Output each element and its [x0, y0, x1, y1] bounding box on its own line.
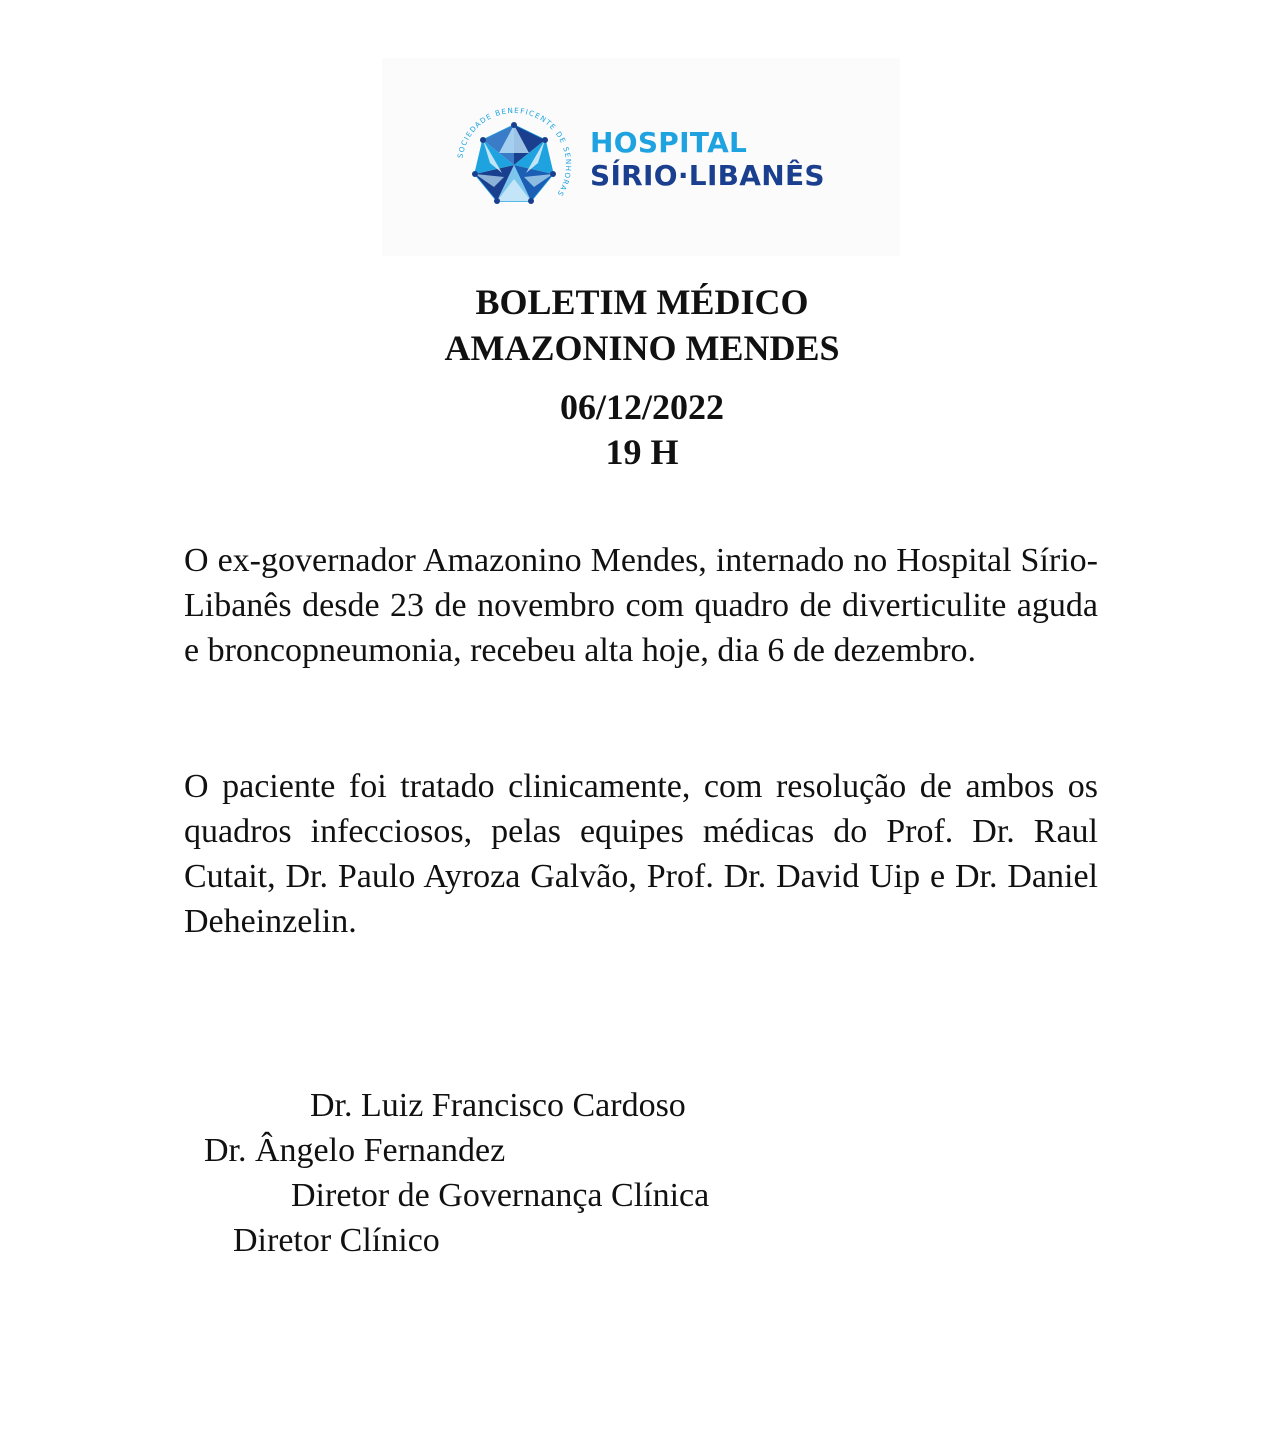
- bulletin-time: 19 H: [605, 432, 679, 472]
- bulletin-title-line1: BOLETIM MÉDICO: [475, 282, 809, 322]
- signature-role-clinical: Diretor Clínico: [233, 1222, 440, 1259]
- signature-name-cardoso: Dr. Luiz Francisco Cardoso: [310, 1087, 686, 1124]
- logo-line-name: SÍRIO·LIBANÊS: [590, 159, 825, 192]
- hospital-logo-wordmark: [590, 126, 825, 192]
- signature-role-governance: Diretor de Governança Clínica: [291, 1177, 710, 1214]
- bulletin-title: [0, 279, 1284, 371]
- hospital-emblem-icon: [454, 105, 574, 225]
- bulletin-date: 06/12/2022: [559, 387, 724, 427]
- logo-ring-text: SOCIEDADE BENEFICENTE DE SENHORAS: [455, 105, 574, 199]
- paragraph-discharge: O ex-governador Amazonino Mendes, internado no Hospital Sírio-Libanês desde 23 de novembro com quadro de diverticulite aguda e broncopneumonia, recebeu alta hoje, dia 6 de dezembro.: [184, 542, 1098, 669]
- paragraph-treatment: O paciente foi tratado clinicamente, com resolução de ambos os quadros infecciosos, pelas equipes médicas do Prof. Dr. Raul Cutait, Dr. Paulo Ayroza Galvão, Prof. Dr. David Uip e Dr. Daniel Deheinzelin.: [184, 768, 1098, 940]
- bulletin-title-line2: AMAZONINO MENDES: [444, 328, 840, 368]
- logo-line-hospital: HOSPITAL: [590, 126, 748, 159]
- bulletin-datetime: [0, 385, 1284, 475]
- signature-name-fernandez: Dr. Ângelo Fernandez: [204, 1132, 506, 1169]
